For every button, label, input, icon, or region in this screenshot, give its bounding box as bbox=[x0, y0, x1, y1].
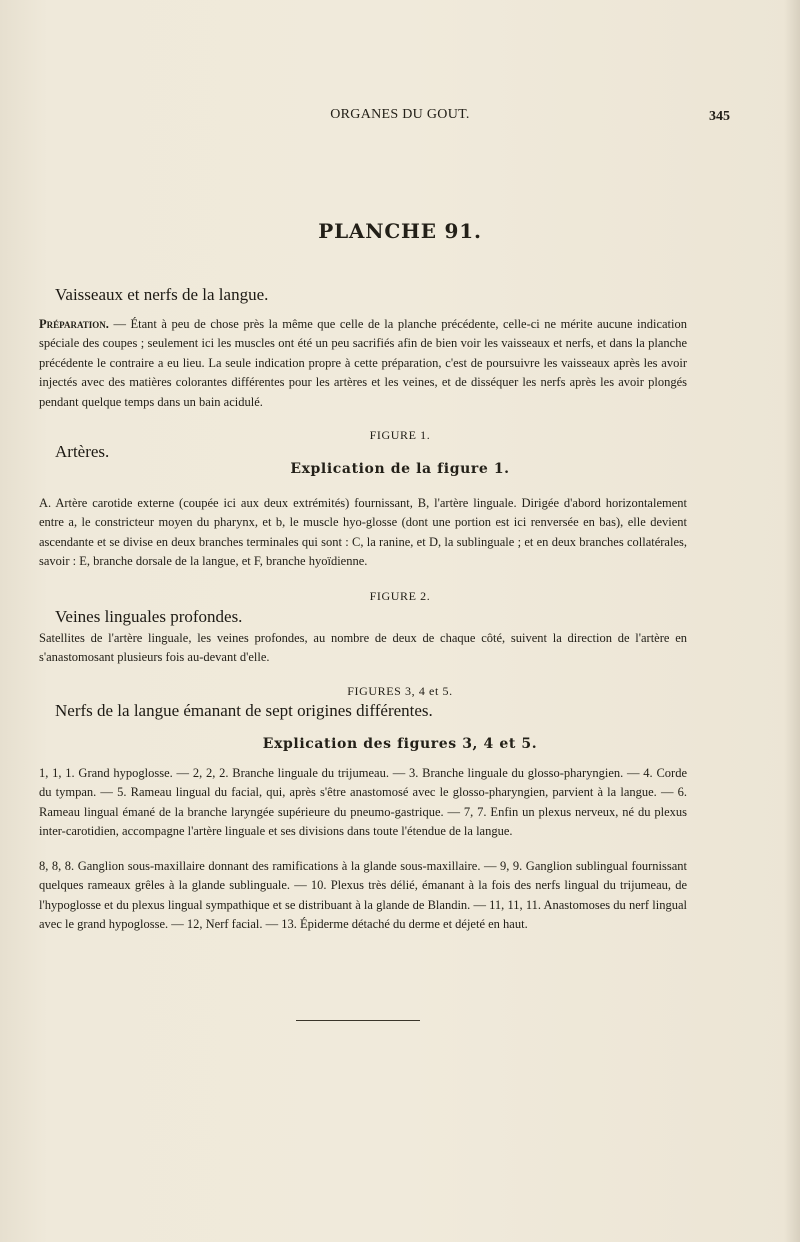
figures-3-4-5-heading: Nerfs de la langue émanant de sept origines différentes. bbox=[55, 701, 433, 720]
figures-3-4-5-text-1: 1, 1, 1. Grand hypoglosse. — 2, 2, 2. Branche linguale du trijumeau. — 3. Branche linguale du glosso-pharyngien. — 4. Corde du tympan. — 5. Rameau lingual du facial, qui, après s'être anastomosé avec le glosso-pharyngien, parvient à la langue. — 6. Rameau lingual émané de la branche laryngée supérieure du pneumo-gastrique. — 7, 7. Enfin un plexus nerveux, né du plexus inter-carotidien, accompagne l'artère linguale et ses divisions dans toute l'étendue de la langue. bbox=[39, 766, 687, 839]
preparation-text: — Étant à peu de chose près la même que celle de la planche précédente, celle-ci ne mérite aucune indication spéciale des coupes ; seulement ici les muscles ont été un peu sacrifiés afin de bien voir les vaisseaux et nerfs, et dans la planche précédente le contraire a eu lieu. La seule indication propre à cette préparation, c'est de poursuivre les vaisseaux après les avoir injectés avec des matières colorantes différentes pour les artères et les veines, et de disséquer les nerfs après les avoir plongés pendant quelque temps dans un bain acidulé. bbox=[39, 317, 687, 409]
preparation-lead: Préparation. bbox=[39, 317, 109, 331]
main-heading: Vaisseaux et nerfs de la langue. bbox=[55, 285, 269, 304]
plate-title: PLANCHE 91. bbox=[318, 219, 482, 243]
figure-1-explanation-heading: Explication de la figure 1. bbox=[290, 461, 510, 477]
figure-1-text: A. Artère carotide externe (coupée ici aux deux extrémités) fournissant, B, l'artère linguale. Dirigée d'abord horizontalement entre a, le constricteur moyen du pharynx, et b, le muscle hyo-glosse (dont une portion est ici renversée en bas), elle devient ascendante et se divise en deux branches terminales qui sont : C, la ranine, et D, la sublinguale ; et en deux branches collatérales, savoir : E, branche dorsale de la langue, et F, branche hyoïdienne. bbox=[39, 496, 687, 569]
closing-rule bbox=[296, 1020, 420, 1021]
page-edge-shadow bbox=[784, 0, 800, 1242]
figure-2-label: FIGURE 2. bbox=[369, 589, 431, 603]
preparation-paragraph bbox=[39, 315, 687, 412]
figure-1-label: FIGURE 1. bbox=[369, 428, 431, 442]
figures-3-4-5-explanation-heading: Explication des figures 3, 4 et 5. bbox=[262, 736, 538, 752]
figure-2-text: Satellites de l'artère linguale, les veines profondes, au nombre de deux de chaque côté, suivent la direction de l'artère en s'anastomosant plusieurs fois au-devant d'elle. bbox=[39, 631, 687, 665]
running-title: ORGANES DU GOUT. bbox=[330, 107, 470, 122]
figures-3-4-5-label: FIGURES 3, 4 et 5. bbox=[347, 684, 453, 698]
figures-3-4-5-text-2: 8, 8, 8. Ganglion sous-maxillaire donnant des ramifications à la glande sous-maxillaire. — 9, 9. Ganglion sublingual fournissant quelques rameaux grêles à la glande sublinguale. — 10. Plexus très délié, émanant à la fois des nerfs lingual du trijumeau, de l'hypoglosse et du plexus lingual sympathique et se distribuant à la glande de Blandin. — 11, 11, 11. Anastomoses du nerf lingual avec le grand hypoglosse. — 12, Nerf facial. — 13. Épiderme détaché du derme et déjeté en haut. bbox=[39, 859, 687, 932]
figure-1-heading: Artères. bbox=[55, 442, 110, 461]
figure-2-heading: Veines linguales profondes. bbox=[55, 607, 243, 626]
page-number: 345 bbox=[709, 109, 730, 124]
